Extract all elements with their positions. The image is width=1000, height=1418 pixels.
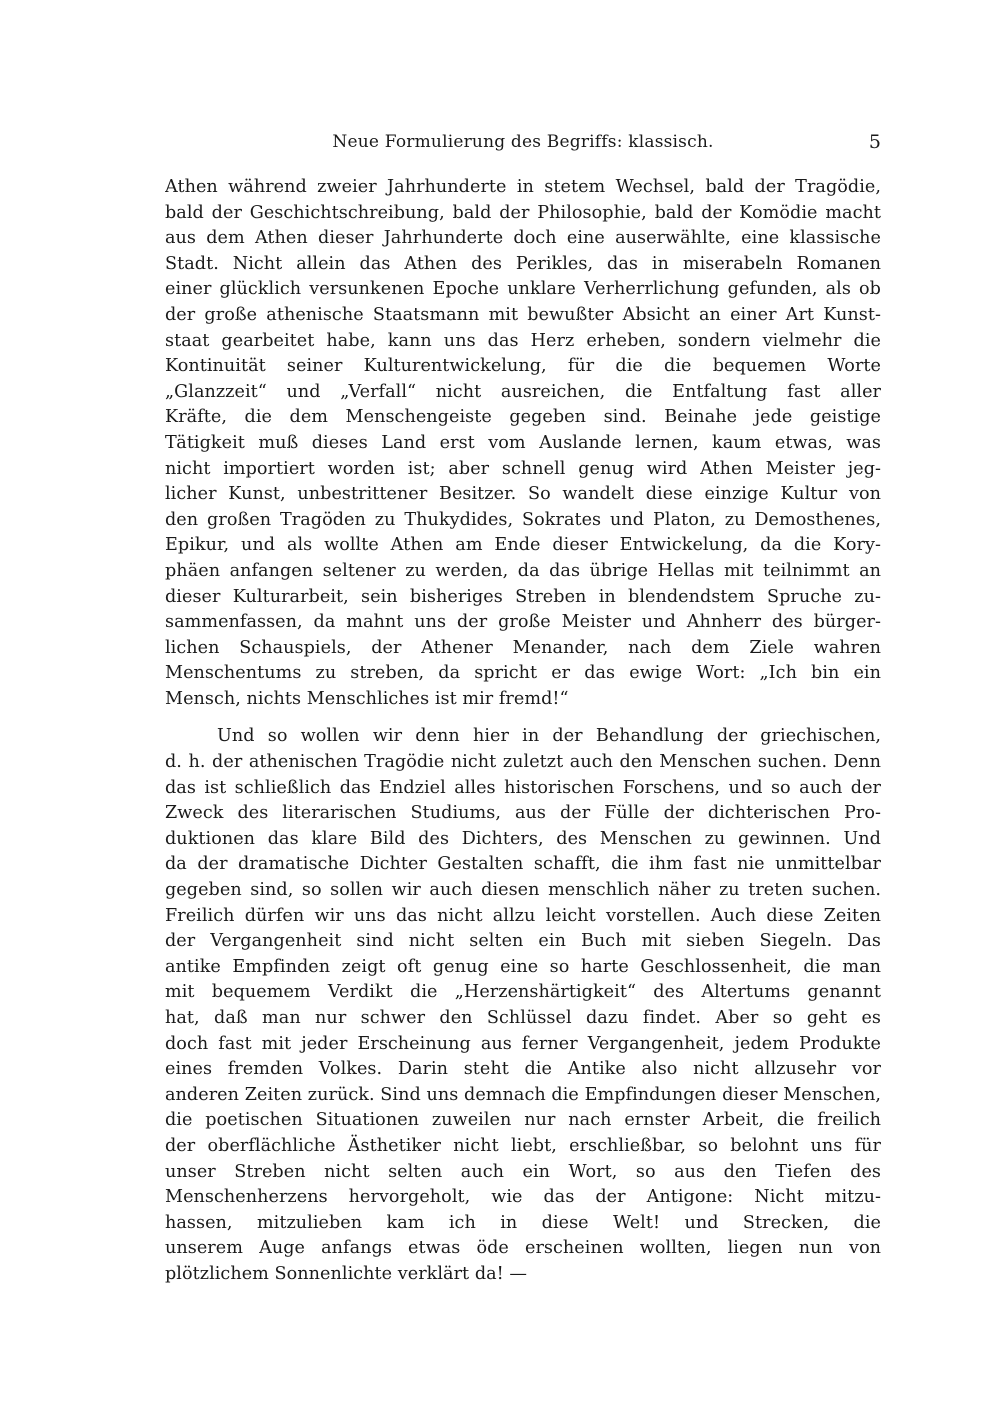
text-line: bald der Geschichtschreibung, bald der Philosophie, bald der Komödie macht (165, 202, 881, 223)
text-line: Menschenherzens hervorgeholt, wie das der Antigone: Nicht mitzu- (165, 1187, 881, 1208)
text-line: da der dramatische Dichter Gestalten schafft, die ihm fast nie unmittelbar (165, 854, 881, 875)
text-line: eines fremden Volkes. Darin steht die Antike also nicht allzusehr vor (165, 1059, 881, 1080)
text-line: der oberflächliche Ästhetiker nicht liebt, erschließbar, so belohnt uns für (165, 1135, 881, 1156)
text-line: der große athenische Staatsmann mit bewußter Absicht an einer Art Kunst- (165, 304, 881, 325)
running-head (165, 128, 881, 156)
text-line: das ist schließlich das Endziel alles historischen Forschens, und so auch der (165, 777, 881, 798)
text-line: doch fast mit jeder Erscheinung aus ferner Vergangenheit, jedem Produkte (165, 1033, 881, 1054)
text-line: lichen Schauspiels, der Athener Menander, nach dem Ziele wahren (165, 637, 881, 658)
text-line: d. h. der athenischen Tragödie nicht zuletzt auch den Menschen suchen. Denn (165, 752, 881, 773)
text-line: aus dem Athen dieser Jahrhunderte doch eine auserwählte, eine klassische (165, 228, 881, 249)
text-line: Tätigkeit muß dieses Land erst vom Auslande lernen, kaum etwas, was (165, 432, 881, 453)
text-line: Freilich dürfen wir uns das nicht allzu leicht vorstellen. Auch diese Zeiten (165, 905, 881, 926)
text-line: „Glanzzeit“ und „Verfall“ nicht ausreichen, die Entfaltung fast aller (165, 381, 881, 402)
text-line: die poetischen Situationen zuweilen nur nach ernster Arbeit, die freilich (165, 1110, 881, 1131)
text-line: Kräfte, die dem Menschengeiste gegeben sind. Beinahe jede geistige (165, 407, 881, 428)
text-line: den großen Tragöden zu Thukydides, Sokrates und Platon, zu Demosthenes, (165, 509, 881, 530)
text-line: Zweck des literarischen Studiums, aus der Fülle der dichterischen Pro- (165, 803, 881, 824)
text-line: Kontinuität seiner Kulturentwickelung, für die die bequemen Worte (165, 356, 881, 377)
body-text (165, 175, 881, 1288)
page-number: 5 (868, 131, 881, 153)
text-line: Mensch, nichts Menschliches ist mir fremd!“ (165, 688, 569, 709)
text-line: unser Streben nicht selten auch ein Wort, so aus den Tiefen des (165, 1161, 881, 1182)
text-line: phäen anfangen seltener zu werden, da das übrige Hellas mit teilnimmt an (165, 560, 881, 581)
text-line: anderen Zeiten zurück. Sind uns demnach die Empfindungen dieser Menschen, (165, 1084, 881, 1105)
text-line: duktionen das klare Bild des Dichters, des Menschen zu gewinnen. Und (165, 828, 881, 849)
text-line: Epikur, und als wollte Athen am Ende dieser Entwickelung, da die Kory- (165, 535, 881, 556)
text-line: einer glücklich versunkenen Epoche unklare Verherrlichung gefunden, als ob (165, 279, 881, 300)
text-line: Menschentums zu streben, da spricht er das ewige Wort: „Ich bin ein (165, 663, 881, 684)
text-line: Athen während zweier Jahrhunderte in stetem Wechsel, bald der Tragödie, (165, 177, 881, 197)
text-line: der Vergangenheit sind nicht selten ein Buch mit sieben Siegeln. Das (165, 931, 881, 952)
text-line: gegeben sind, so sollen wir auch diesen menschlich näher zu treten suchen. (165, 880, 881, 901)
running-title: Neue Formulierung des Begriffs: klassisch. (332, 132, 714, 152)
text-line: hassen, mitzulieben kam ich in diese Welt! und Strecken, die (165, 1212, 881, 1233)
text-line: licher Kunst, unbestrittener Besitzer. So wandelt diese einzige Kultur von (165, 484, 881, 505)
text-line: Stadt. Nicht allein das Athen des Perikles, das in miserabeln Romanen (165, 253, 881, 274)
text-line: Und so wollen wir denn hier in der Behandlung der griechischen, (217, 726, 881, 747)
text-line: staat gearbeitet habe, kann uns das Herz erheben, sondern vielmehr die (165, 330, 881, 351)
text-line: dieser Kulturarbeit, sein bisheriges Streben in blendendstem Spruche zu- (165, 586, 881, 607)
text-line: mit bequemem Verdikt die „Herzenshärtigkeit“ des Altertums genannt (165, 982, 881, 1003)
paragraph-spacer (165, 712, 881, 724)
text-line: nicht importiert worden ist; aber schnell genug wird Athen Meister jeg- (165, 458, 881, 479)
text-line: sammenfassen, da mahnt uns der große Meister und Ahnherr des bürger- (165, 612, 881, 633)
text-line: plötzlichem Sonnenlichte verklärt da! — (165, 1263, 528, 1284)
paragraph-2 (165, 724, 881, 1287)
paragraph-1 (165, 175, 881, 712)
text-line: hat, daß man nur schwer den Schlüssel dazu findet. Aber so geht es (165, 1008, 881, 1028)
text-line: antike Empfinden zeigt oft genug eine so harte Geschlossenheit, die man (165, 956, 881, 977)
text-line: unserem Auge anfangs etwas öde erscheinen wollten, liegen nun von (165, 1238, 881, 1259)
